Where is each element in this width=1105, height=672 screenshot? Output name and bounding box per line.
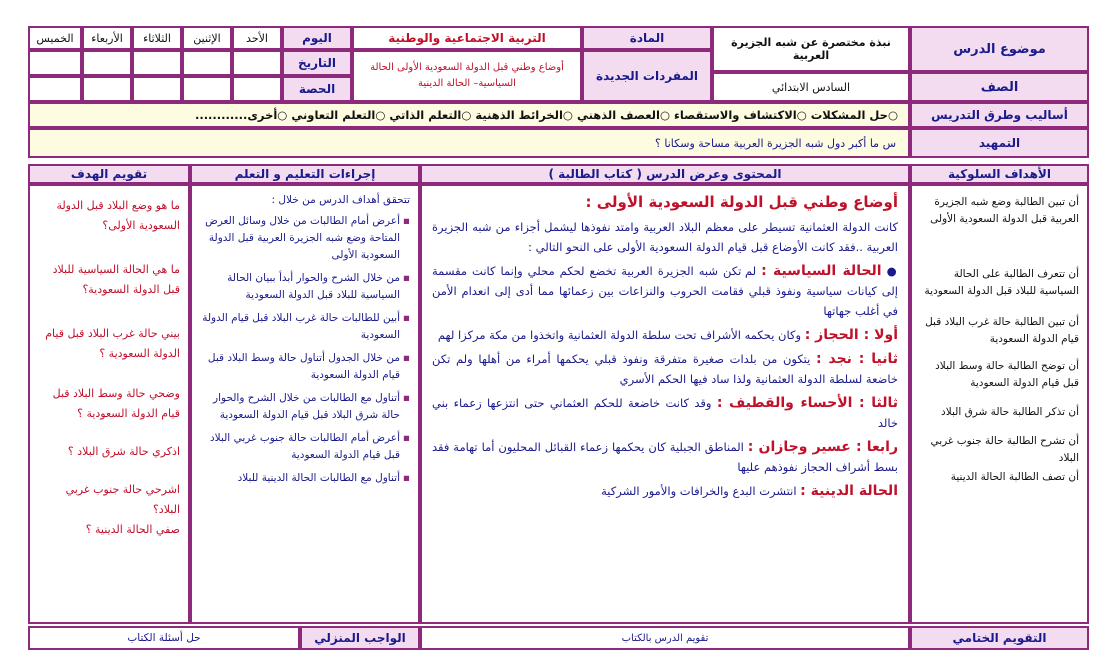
day-wednesday: الأربعاء (82, 26, 132, 50)
objective-item: أن توضح الطالبة حالة وسط البلاد قبل قيام الدولة السعودية (935, 360, 1079, 389)
procedures-header: إجراءات التعليم و التعلم (190, 164, 420, 184)
procedures-intro: تتحقق أهداف الدرس من خلال : (271, 194, 410, 206)
vocab-label: المفردات الجديدة (582, 50, 712, 102)
content-header: المحتوى وعرض الدرس ( كتاب الطالبة ) (420, 164, 910, 184)
objective-item: أن تشرح الطالبة حالة جنوب غربي البلاد (930, 435, 1079, 464)
najd-text: يتكون من بلدات صغيرة متفرقة ونفوذ قبلي يحكمها أمراء من أهلها ولم تكن خاضعة لسلطة الدولة العثمانية ولذا ساد فيها الحكم الأسري (432, 352, 898, 386)
material-label: المادة (582, 26, 712, 50)
objective-item: أن تتعرف الطالبة على الحالة السياسية للبلاد قبل الدولة السعودية (924, 268, 1079, 297)
day-sunday: الأحد (232, 26, 282, 50)
objectives-header: الأهداف السلوكية (910, 164, 1089, 184)
period-cell[interactable] (132, 76, 182, 102)
objective-item: أن تذكر الطالبة حالة شرق البلاد (941, 406, 1079, 418)
procedure-item: ▪ أعرض أمام الطالبات من خلال وسائل العرض المتاحة وضع شبه الجزيرة العربية قبل الدولة السعودية الأولى (200, 213, 410, 264)
procedure-item: ▪ أعرض أمام الطالبات حالة جنوب غربي البلاد قبل قيام الدولة السعودية (200, 430, 410, 464)
content-intro: كانت الدولة العثمانية تسيطر على معظم البلاد العربية وامتد نفوذها ليشمل أجزاء من شبه الجزيرة العربية ..فقد كانت الأوضاع قبل قيام الدولة السعودية الأولى على النحو التالي : (432, 220, 898, 254)
asir-text: المناطق الجبلية كان يحكمها زعماء القبائل المحليون أما تهامة فقد بسط أشراف الحجاز نفوذهم عليها (432, 440, 898, 474)
religious-text: انتشرت البدع والخرافات والأمور الشركية (601, 484, 797, 498)
subject-label: موضوع الدرس (910, 26, 1089, 72)
ahsa-text: وقد كانت خاضعة للحكم العثماني حتى انتزعها زعماء بني خالد (432, 396, 898, 430)
period-cell[interactable] (82, 76, 132, 102)
period-cell[interactable] (182, 76, 232, 102)
assessment-item: ما هي الحالة السياسية للبلاد قبل الدولة السعودية؟ (52, 263, 180, 296)
bullet-icon: ● (881, 264, 898, 278)
ahsa-keyword: ثالثا : الأحساء والقطيف : (716, 395, 899, 411)
class-label: الصف (910, 72, 1089, 102)
content-column (420, 184, 910, 624)
assessment-item: اشرحي حالة جنوب غربي البلاد؟ (65, 483, 180, 516)
assessment-item: بيني حالة غرب البلاد قبل قيام الدولة السعودية ؟ (45, 327, 180, 360)
religious-keyword: الحالة الدينية : (800, 483, 898, 499)
intro-label: التمهيد (910, 128, 1089, 158)
assessment-item: اذكري حالة شرق البلاد ؟ (67, 445, 180, 458)
assessment-header: تقويم الهدف (28, 164, 190, 184)
assessment-item: ما هو وضع البلاد قبل الدولة السعودية الأولى؟ (56, 199, 180, 232)
objective-item: أن تبين الطالبة حالة غرب البلاد قبل قيام الدولة السعودية (925, 316, 1079, 345)
content-title: أوضاع وطني قبل الدولة السعودية الأولى : (585, 193, 898, 211)
procedure-item: ▪ أبين للطالبات حالة غرب البلاد قبل قيام الدولة السعودية (200, 310, 410, 344)
day-tuesday: الثلاثاء (132, 26, 182, 50)
objective-item: أن تبين الطالبة وضع شبه الجزيرة العربية قبل الدولة السعودية الأولى (930, 196, 1079, 225)
class-value: السادس الابتدائي (712, 72, 910, 102)
methods-label: أساليب وطرق التدريس (910, 102, 1089, 128)
date-cell[interactable] (28, 50, 82, 76)
date-cell[interactable] (182, 50, 232, 76)
day-thursday: الخميس (28, 26, 82, 50)
final-assessment-label: التقويم الختامي (910, 626, 1089, 650)
asir-keyword: رابعا : عسير وجازان : (747, 439, 899, 455)
vocab-value: أوضاع وطني قبل الدولة السعودية الأولى الحالة السياسية– الحالة الدينية (352, 50, 582, 102)
objectives-column (910, 184, 1089, 624)
political-text: لم تكن شبه الجزيرة العربية تخضع لحكم محلي وإنما كانت مقسمة إلى كيانات سياسية ونفوذ قبلي فقامت الحروب والنزاعات بين زعمائها مما أدى إلى انعدام الأمن في أغلب جهاتها (432, 264, 898, 318)
procedure-item: ▪ من خلال الشرح والحوار أبدأ ببيان الحالة السياسية للبلاد قبل الدولة السعودية (200, 270, 410, 304)
day-monday: الإثنين (182, 26, 232, 50)
homework-label: الواجب المنزلي (300, 626, 420, 650)
methods-options[interactable]: ○حل المشكلات ○الاكتشاف والاستقصاء ○العصف الذهني ○الخرائط الذهنية ○التعلم الذاتي ○التعلم التعاوني ○أخرى............ (28, 102, 910, 128)
procedure-item: ▪ أتناول مع الطالبات الحالة الدينية للبلاد (200, 470, 410, 487)
political-keyword: الحالة السياسية : (761, 263, 882, 279)
najd-keyword: ثانيا : نجد : (816, 351, 899, 367)
date-cell[interactable] (132, 50, 182, 76)
assessment-column (28, 184, 190, 624)
period-cell[interactable] (28, 76, 82, 102)
objective-item: أن تصف الطالبة الحالة الدينية (950, 471, 1079, 483)
homework-value: حل أسئلة الكتاب (28, 626, 300, 650)
period-label: الحصة (282, 76, 352, 102)
subject-value: نبذة مختصرة عن شبه الجزيرة العربية (712, 26, 910, 72)
assessment-item: وضحي حالة وسط البلاد قبل قيام الدولة السعودية ؟ (52, 387, 180, 420)
day-label: اليوم (282, 26, 352, 50)
period-cell[interactable] (232, 76, 282, 102)
date-cell[interactable] (82, 50, 132, 76)
material-value: التربية الاجتماعية والوطنية (352, 26, 582, 50)
intro-question: س ما أكبر دول شبه الجزيرة العربية مساحة وسكانا ؟ (28, 128, 910, 158)
hijaz-keyword: أولا : الحجاز : (804, 327, 898, 343)
date-label: التاريخ (282, 50, 352, 76)
assessment-item: صفي الحالة الدينية ؟ (85, 523, 180, 536)
procedure-item: ▪ من خلال الجدول أتناول حالة وسط البلاد قبل قيام الدولة السعودية (200, 350, 410, 384)
date-cell[interactable] (232, 50, 282, 76)
procedures-column (190, 184, 420, 624)
final-assessment-value: تقويم الدرس بالكتاب (420, 626, 910, 650)
hijaz-text: وكان يحكمه الأشراف تحت سلطة الدولة العثمانية واتخذوا من مكة مركزا لهم (437, 328, 802, 342)
procedure-item: ▪ أتناول مع الطالبات من خلال الشرح والحوار حالة شرق البلاد قبل قيام الدولة السعودية (200, 390, 410, 424)
